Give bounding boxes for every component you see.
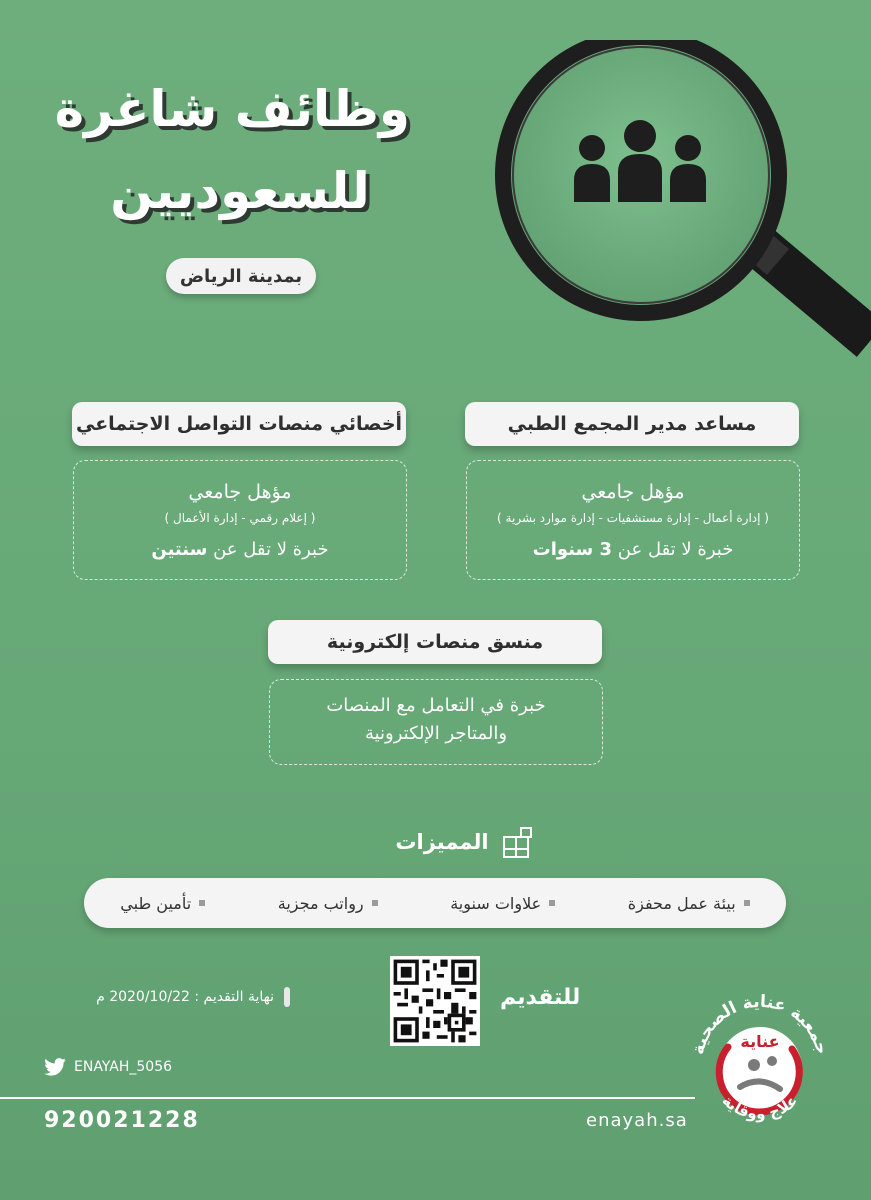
features-list bbox=[84, 878, 786, 928]
features-title: المميزات bbox=[395, 830, 489, 854]
apply-label: للتقديم bbox=[500, 985, 581, 1010]
feature-item: بيئة عمل محفزة bbox=[628, 894, 750, 913]
experience-line2: والمتاجر الإلكترونية bbox=[364, 723, 508, 744]
people-group-icon bbox=[572, 120, 708, 202]
city-badge: بمدينة الرياض bbox=[166, 258, 316, 294]
poster-title-line2: للسعوديين bbox=[110, 162, 370, 220]
svg-text:عناية: عناية bbox=[740, 1032, 780, 1051]
feature-item: تأمين طبي bbox=[120, 894, 205, 913]
footer-divider bbox=[0, 1097, 695, 1099]
twitter-handle[interactable]: ENAYAH_5056 bbox=[44, 1058, 172, 1076]
poster-title-line1: وظائف شاغرة bbox=[54, 80, 410, 138]
phone-number[interactable]: 920021228 bbox=[44, 1108, 200, 1133]
job-title-platforms-coordinator: منسق منصات إلكترونية bbox=[268, 620, 602, 664]
enayah-logo bbox=[680, 985, 840, 1145]
experience-text: خبرة لا تقل عن 3 سنوات bbox=[532, 539, 734, 560]
twitter-icon bbox=[44, 1058, 66, 1076]
qualification-text: مؤهل جامعي bbox=[581, 481, 685, 503]
fields-text: ( إدارة أعمال - إدارة مستشفيات - إدارة موارد بشرية ) bbox=[497, 511, 769, 525]
job-title-social-media-specialist: أخصائي منصات التواصل الاجتماعي bbox=[72, 402, 406, 446]
qualification-text: مؤهل جامعي bbox=[188, 481, 292, 503]
svg-text:جمعية عناية الصحية: جمعية عناية الصحية bbox=[688, 991, 832, 1057]
feature-item: علاوات سنوية bbox=[450, 894, 555, 913]
job-card-social-media-specialist bbox=[73, 460, 407, 580]
puzzle-icon bbox=[501, 825, 535, 859]
fields-text: ( إعلام رقمي - إدارة الأعمال ) bbox=[164, 511, 316, 525]
experience-line1: خبرة في التعامل مع المنصات bbox=[326, 695, 546, 716]
features-heading bbox=[380, 822, 550, 862]
website-link[interactable]: enayah.sa bbox=[586, 1110, 688, 1131]
feature-item: رواتب مجزية bbox=[278, 894, 378, 913]
job-title-assistant-manager: مساعد مدير المجمع الطبي bbox=[465, 402, 799, 446]
job-card-platforms-coordinator bbox=[269, 679, 603, 765]
qr-code[interactable] bbox=[390, 956, 480, 1046]
experience-text: خبرة لا تقل عن سنتين bbox=[151, 539, 329, 560]
svg-text:علاج ووقاية: علاج ووقاية bbox=[718, 1091, 802, 1123]
job-card-assistant-manager bbox=[466, 460, 800, 580]
deadline: نهاية التقديم : 2020/10/22 م bbox=[40, 986, 290, 1008]
